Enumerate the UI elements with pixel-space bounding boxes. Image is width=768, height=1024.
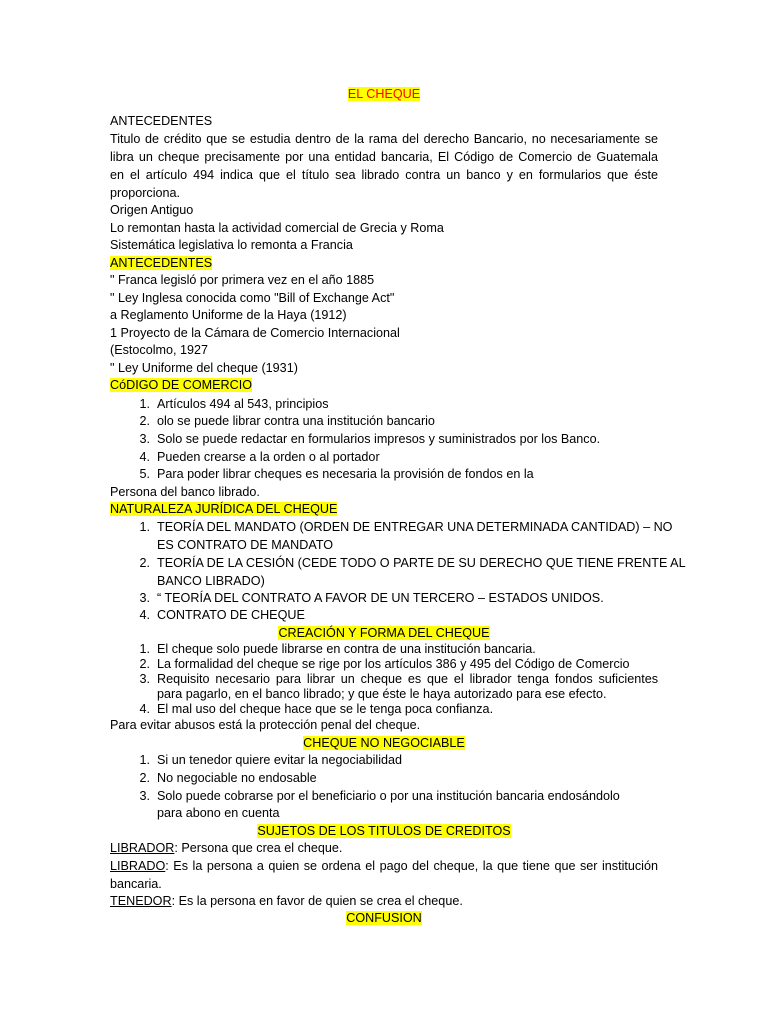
list-item-continuation: BANCO LIBRADO): [157, 574, 265, 588]
list-item: Solo puede cobrarse por el beneficiario o por una institución bancaria endosándolo: [157, 789, 620, 803]
paragraph-line: proporciona.: [110, 186, 181, 200]
list-item: La formalidad del cheque se rige por los artículos 386 y 495 del Código de Comercio: [157, 657, 630, 671]
term-tenedor: TENEDOR: [110, 894, 172, 908]
text-line: Persona del banco librado.: [110, 485, 260, 499]
list-item-continuation: para pagarlo, en el banco librado; y que éste le haya autorizado para ese efecto.: [157, 687, 607, 701]
list-number: 3.: [139, 789, 150, 803]
list-number: 2.: [139, 414, 150, 428]
term-librado: LIBRADO: [110, 859, 166, 873]
text-line: " Ley Inglesa conocida como "Bill of Exchange Act": [110, 291, 395, 305]
list-item: El cheque solo puede librarse en contra de una institución bancaria.: [157, 642, 536, 656]
list-item: El mal uso del cheque hace que se le tenga poca confianza.: [157, 702, 494, 716]
text-line: Sistemática legislativa lo remonta a Francia: [110, 238, 353, 252]
list-number: 1.: [139, 753, 150, 767]
list-number: 1.: [139, 642, 150, 656]
list-item: Si un tenedor quiere evitar la negociabilidad: [157, 753, 403, 767]
definition-continuation: bancaria.: [110, 877, 162, 891]
section-heading-naturaleza: NATURALEZA JURÍDICA DEL CHEQUE: [110, 502, 338, 516]
list-number: 4.: [139, 608, 150, 622]
list-item: Requisito necesario para librar un cheque es que el librador tenga fondos suficientes: [157, 672, 658, 686]
section-heading-codigo: CóDIGO DE COMERCIO: [110, 378, 253, 392]
list-number: 2.: [139, 771, 150, 785]
list-number: 2.: [139, 657, 150, 671]
section-heading-antecedentes-2: ANTECEDENTES: [110, 256, 213, 270]
list-number: 5.: [139, 467, 150, 481]
section-heading-no-negociable: CHEQUE NO NEGOCIABLE: [303, 736, 465, 750]
definition-text: : Persona que crea el cheque.: [174, 841, 343, 855]
term-librador: LIBRADOR: [110, 841, 175, 855]
definition-text: : Es la persona en favor de quien se crea el cheque.: [171, 894, 463, 908]
list-item: TEORÍA DEL MANDATO (ORDEN DE ENTREGAR UNA DETERMINADA CANTIDAD) – NO: [157, 520, 673, 534]
list-number: 3.: [139, 432, 150, 446]
list-item: Pueden crearse a la orden o al portador: [157, 450, 380, 464]
list-item: Para poder librar cheques es necesaria la provisión de fondos en la: [157, 467, 534, 481]
section-heading-antecedentes: ANTECEDENTES: [110, 114, 213, 128]
document-title: EL CHEQUE: [347, 87, 421, 101]
paragraph-line: libra un cheque precisamente por una entidad bancaria, El Código de Comercio de Guatemala: [110, 150, 658, 164]
section-heading-creacion: CREACIÓN Y FORMA DEL CHEQUE: [278, 626, 490, 640]
list-number: 3.: [139, 672, 150, 686]
text-line: a Reglamento Uniforme de la Haya (1912): [110, 308, 347, 322]
list-number: 4.: [139, 450, 150, 464]
list-item-continuation: ES CONTRATO DE MANDATO: [157, 538, 334, 552]
section-heading-sujetos: SUJETOS DE LOS TITULOS DE CREDITOS: [257, 824, 511, 838]
list-item: CONTRATO DE CHEQUE: [157, 608, 305, 622]
list-item: Solo se puede redactar en formularios impresos y suministrados por los Banco.: [157, 432, 601, 446]
list-item: olo se puede librar contra una institución bancario: [157, 414, 435, 428]
list-number: 1.: [139, 397, 150, 411]
definition-text: : Es la persona a quien se ordena el pago del cheque, la que tiene que ser institución: [165, 859, 658, 873]
list-number: 1.: [139, 520, 150, 534]
list-number: 2.: [139, 556, 150, 570]
text-line: " Ley Uniforme del cheque (1931): [110, 361, 298, 375]
paragraph-line: Titulo de crédito que se estudia dentro de la rama del derecho Bancario, no necesariamente se: [110, 132, 658, 146]
list-item: “ TEORÍA DEL CONTRATO A FAVOR DE UN TERCERO – ESTADOS UNIDOS.: [157, 591, 604, 605]
text-line: (Estocolmo, 1927: [110, 343, 209, 357]
text-line: Lo remontan hasta la actividad comercial de Grecia y Roma: [110, 221, 444, 235]
list-item: TEORÍA DE LA CESIÓN (CEDE TODO O PARTE DE SU DERECHO QUE TIENE FRENTE AL: [157, 556, 686, 570]
list-item: No negociable no endosable: [157, 771, 317, 785]
paragraph-line: en el artículo 494 indica que el título sea librado contra un banco y en formularios que éste: [110, 168, 658, 182]
text-line: Origen Antiguo: [110, 203, 194, 217]
list-number: 4.: [139, 702, 150, 716]
definition-tenedor: [110, 893, 463, 909]
list-item-continuation: para abono en cuenta: [157, 806, 280, 820]
text-line: 1 Proyecto de la Cámara de Comercio Internacional: [110, 326, 400, 340]
text-line: " Franca legisló por primera vez en el año 1885: [110, 273, 375, 287]
list-item: Artículos 494 al 543, principios: [157, 397, 329, 411]
list-number: 3.: [139, 591, 150, 605]
text-line: Para evitar abusos está la protección penal del cheque.: [110, 718, 421, 732]
definition-librador: [110, 840, 342, 856]
section-heading-confusion: CONFUSION: [346, 911, 422, 925]
definition-librado: [110, 858, 658, 874]
